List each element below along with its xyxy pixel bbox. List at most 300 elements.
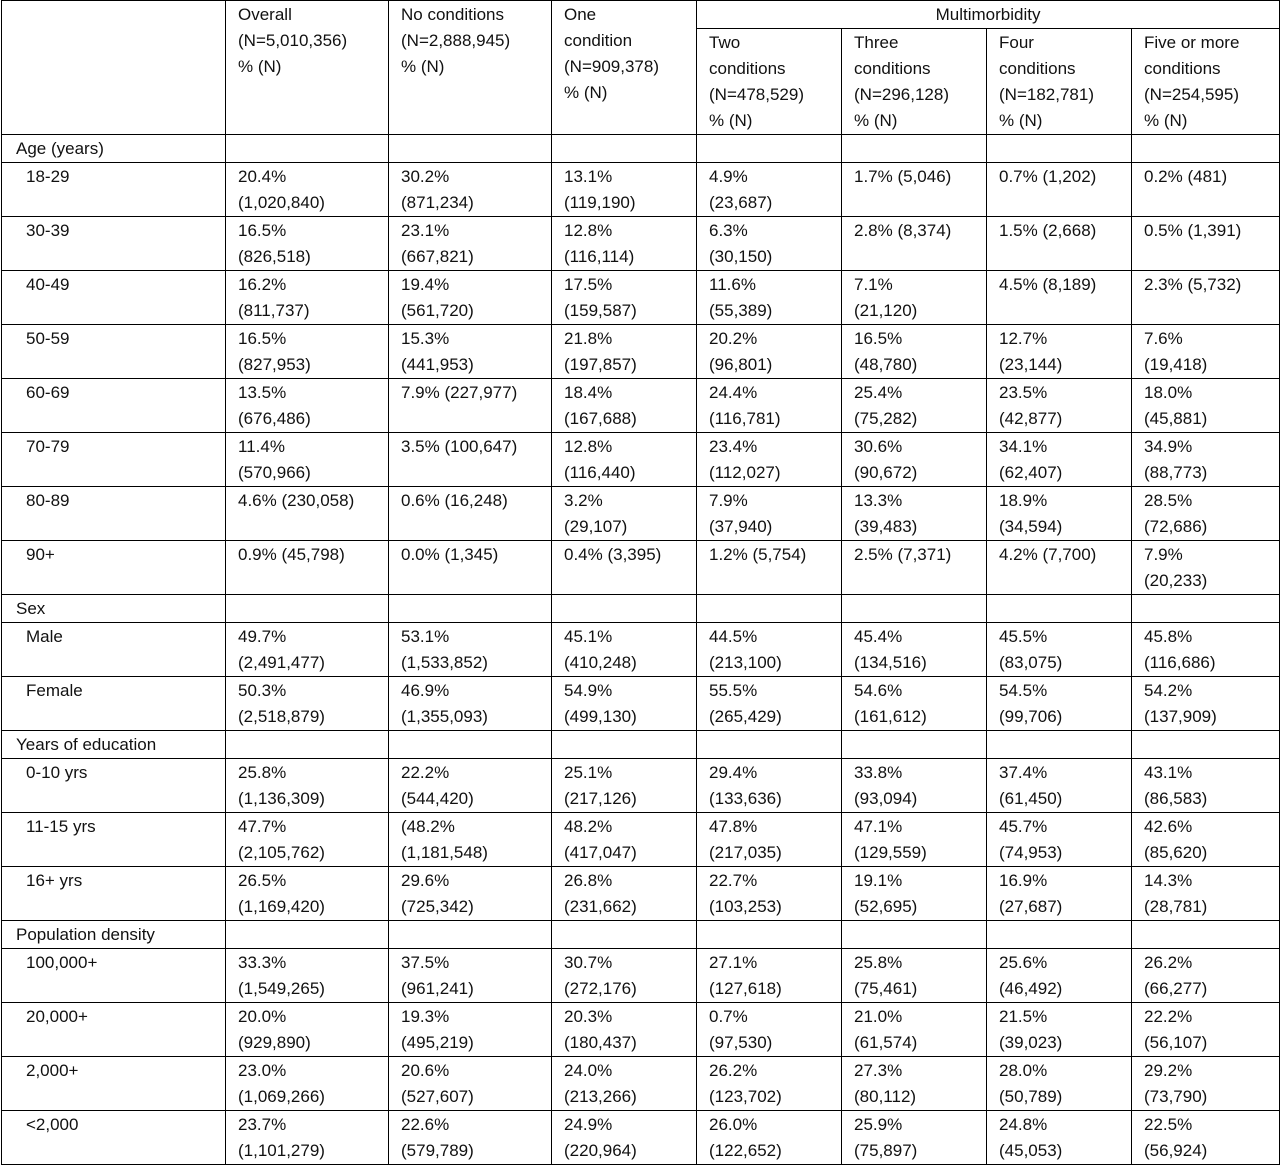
cell-line: 7.9% — [709, 491, 748, 510]
cell-one-condition — [552, 759, 697, 813]
cell-two-conditions — [697, 623, 842, 677]
cell-line: 19.4% — [401, 275, 450, 294]
empty-cell — [697, 135, 842, 163]
cell-line: % (N) — [854, 111, 898, 130]
cell-three-conditions — [842, 1003, 987, 1057]
cell-line: 7.9% — [1144, 545, 1183, 564]
cell-line: 0.4% (3,395) — [564, 545, 662, 564]
cell-line: (220,964) — [564, 1141, 637, 1160]
cell-no-conditions — [389, 677, 552, 731]
corner-cell — [2, 1, 226, 135]
cell-line: (34,594) — [999, 517, 1063, 536]
cell-line: conditions — [709, 59, 786, 78]
cell-no-conditions — [389, 541, 552, 595]
cell-four-conditions — [987, 759, 1132, 813]
cell-line: (N=2,888,945) — [401, 31, 511, 50]
cell-line: (2,105,762) — [238, 843, 325, 862]
cell-line: 26.2% — [1144, 953, 1193, 972]
cell-line: (2,491,477) — [238, 653, 325, 672]
table-row — [2, 1057, 1280, 1111]
col-header-five-or-more-conditions — [1132, 29, 1280, 135]
cell-overall — [226, 759, 389, 813]
cell-line: 0.9% (45,798) — [238, 545, 345, 564]
cell-line: (1,533,852) — [401, 653, 488, 672]
cell-overall — [226, 433, 389, 487]
cell-overall — [226, 541, 389, 595]
row-label: 2,000+ — [2, 1057, 226, 1111]
cell-two-conditions — [697, 1111, 842, 1165]
cell-line: Four — [999, 33, 1034, 52]
col-header-overall — [226, 1, 389, 135]
table-row — [2, 813, 1280, 867]
cell-two-conditions — [697, 1057, 842, 1111]
cell-line: 2.8% (8,374) — [854, 221, 952, 240]
cell-line: (46,492) — [999, 979, 1063, 998]
table-row — [2, 949, 1280, 1003]
cell-line: (21,120) — [854, 301, 918, 320]
cell-line: (217,035) — [709, 843, 782, 862]
cell-two-conditions — [697, 1003, 842, 1057]
cell-three-conditions — [842, 271, 987, 325]
cell-line: 28.0% — [999, 1061, 1048, 1080]
cell-line: 4.9% — [709, 167, 748, 186]
cell-line: 33.3% — [238, 953, 287, 972]
cell-line: (272,176) — [564, 979, 637, 998]
cell-three-conditions — [842, 623, 987, 677]
cell-line: (961,241) — [401, 979, 474, 998]
cell-overall — [226, 271, 389, 325]
cell-line: (56,924) — [1144, 1141, 1208, 1160]
cell-one-condition — [552, 1111, 697, 1165]
row-label: Male — [2, 623, 226, 677]
cell-line: % (N) — [238, 57, 282, 76]
cell-line: (129,559) — [854, 843, 927, 862]
cell-line: (56,107) — [1144, 1033, 1208, 1052]
cell-line: (410,248) — [564, 653, 637, 672]
cell-line: 1.5% (2,668) — [999, 221, 1097, 240]
cell-line: 0.0% (1,345) — [401, 545, 499, 564]
cell-line: 23.5% — [999, 383, 1048, 402]
row-label: 16+ yrs — [2, 867, 226, 921]
cell-one-condition — [552, 867, 697, 921]
cell-line: (231,662) — [564, 897, 637, 916]
cell-line: 0.5% (1,391) — [1144, 221, 1242, 240]
cell-line: 29.2% — [1144, 1061, 1193, 1080]
table-row — [2, 325, 1280, 379]
empty-cell — [389, 921, 552, 949]
cell-line: (159,587) — [564, 301, 637, 320]
cell-line: (527,607) — [401, 1087, 474, 1106]
row-label: 60-69 — [2, 379, 226, 433]
empty-cell — [987, 595, 1132, 623]
cell-line: 4.6% (230,058) — [238, 491, 355, 510]
cell-line: 18.0% — [1144, 383, 1193, 402]
cell-line: (N=182,781) — [999, 85, 1094, 104]
empty-cell — [697, 921, 842, 949]
cell-line: 25.4% — [854, 383, 903, 402]
cell-line: (29,107) — [564, 517, 628, 536]
cell-line: 22.5% — [1144, 1115, 1193, 1134]
cell-line: 22.2% — [401, 763, 450, 782]
cell-two-conditions — [697, 487, 842, 541]
cell-line: 25.8% — [854, 953, 903, 972]
cell-three-conditions — [842, 163, 987, 217]
row-label: Female — [2, 677, 226, 731]
col-header-three-conditions — [842, 29, 987, 135]
cell-five-or-more-conditions — [1132, 677, 1280, 731]
cell-four-conditions — [987, 379, 1132, 433]
cell-line: 16.5% — [238, 329, 287, 348]
cell-line: (929,890) — [238, 1033, 311, 1052]
cell-line: (86,583) — [1144, 789, 1208, 808]
cell-line: (19,418) — [1144, 355, 1208, 374]
row-label: <2,000 — [2, 1111, 226, 1165]
table-row — [2, 677, 1280, 731]
row-label: 20,000+ — [2, 1003, 226, 1057]
cell-line: 3.5% (100,647) — [401, 437, 518, 456]
empty-cell — [987, 135, 1132, 163]
cell-line: (123,702) — [709, 1087, 782, 1106]
cell-five-or-more-conditions — [1132, 271, 1280, 325]
cell-two-conditions — [697, 867, 842, 921]
cell-four-conditions — [987, 487, 1132, 541]
table-row — [2, 433, 1280, 487]
section-title: Sex — [2, 595, 226, 623]
cell-no-conditions — [389, 759, 552, 813]
cell-line: (N=478,529) — [709, 85, 804, 104]
cell-line: 24.0% — [564, 1061, 613, 1080]
cell-line: 37.5% — [401, 953, 450, 972]
cell-line: Five or more — [1144, 33, 1240, 52]
cell-line: (45,053) — [999, 1141, 1063, 1160]
empty-cell — [987, 731, 1132, 759]
cell-line: 24.9% — [564, 1115, 613, 1134]
cell-four-conditions — [987, 163, 1132, 217]
cell-one-condition — [552, 1003, 697, 1057]
cell-line: 16.5% — [238, 221, 287, 240]
cell-line: 25.8% — [238, 763, 287, 782]
cell-two-conditions — [697, 813, 842, 867]
cell-five-or-more-conditions — [1132, 433, 1280, 487]
cell-line: 28.5% — [1144, 491, 1193, 510]
row-label: 100,000+ — [2, 949, 226, 1003]
empty-cell — [552, 595, 697, 623]
cell-two-conditions — [697, 217, 842, 271]
empty-cell — [697, 595, 842, 623]
cell-line: 27.3% — [854, 1061, 903, 1080]
cell-line: (N=5,010,356) — [238, 31, 348, 50]
cell-line: 0.7% (1,202) — [999, 167, 1097, 186]
cell-line: (116,686) — [1144, 653, 1216, 672]
empty-cell — [842, 135, 987, 163]
cell-line: 20.2% — [709, 329, 758, 348]
row-label: 40-49 — [2, 271, 226, 325]
cell-two-conditions — [697, 677, 842, 731]
cell-two-conditions — [697, 949, 842, 1003]
cell-line: 49.7% — [238, 627, 287, 646]
cell-four-conditions — [987, 325, 1132, 379]
cell-line: (62,407) — [999, 463, 1063, 482]
cell-three-conditions — [842, 433, 987, 487]
cell-line: 12.7% — [999, 329, 1048, 348]
cell-line: (N=254,595) — [1144, 85, 1239, 104]
cell-no-conditions — [389, 325, 552, 379]
section-row — [2, 731, 1280, 759]
cell-line: (73,790) — [1144, 1087, 1208, 1106]
table-row — [2, 379, 1280, 433]
cell-one-condition — [552, 1057, 697, 1111]
cell-line: conditions — [854, 59, 931, 78]
cell-one-condition — [552, 541, 697, 595]
row-label: 0-10 yrs — [2, 759, 226, 813]
cell-line: (48,780) — [854, 355, 918, 374]
cell-line: 54.9% — [564, 681, 613, 700]
cell-line: (50,789) — [999, 1087, 1063, 1106]
cell-line: 30.7% — [564, 953, 613, 972]
cell-line: 44.5% — [709, 627, 758, 646]
table-body — [2, 135, 1280, 1165]
cell-line: 43.1% — [1144, 763, 1193, 782]
cell-line: 37.4% — [999, 763, 1048, 782]
empty-cell — [389, 595, 552, 623]
cell-overall — [226, 217, 389, 271]
cell-line: (1,355,093) — [401, 707, 488, 726]
row-label: 11-15 yrs — [2, 813, 226, 867]
table-row — [2, 217, 1280, 271]
cell-line: 0.6% (16,248) — [401, 491, 508, 510]
cell-line: (217,126) — [564, 789, 637, 808]
cell-line: 23.1% — [401, 221, 450, 240]
cell-two-conditions — [697, 163, 842, 217]
cell-four-conditions — [987, 217, 1132, 271]
cell-line: (676,486) — [238, 409, 311, 428]
cell-line: (112,027) — [709, 463, 781, 482]
cell-line: (39,483) — [854, 517, 918, 536]
table-row — [2, 163, 1280, 217]
cell-line: 18.4% — [564, 383, 613, 402]
cell-five-or-more-conditions — [1132, 623, 1280, 677]
empty-cell — [842, 595, 987, 623]
cell-line: (39,023) — [999, 1033, 1063, 1052]
cell-line: 2.3% (5,732) — [1144, 275, 1242, 294]
cell-no-conditions — [389, 1003, 552, 1057]
cell-line: (133,636) — [709, 789, 782, 808]
cell-no-conditions — [389, 1057, 552, 1111]
cell-line: 25.9% — [854, 1115, 903, 1134]
cell-overall — [226, 1003, 389, 1057]
cell-line: 11.6% — [709, 275, 756, 294]
cell-one-condition — [552, 487, 697, 541]
cell-five-or-more-conditions — [1132, 379, 1280, 433]
cell-overall — [226, 487, 389, 541]
cell-line: (167,688) — [564, 409, 637, 428]
cell-no-conditions — [389, 623, 552, 677]
cell-line: 1.2% (5,754) — [709, 545, 807, 564]
empty-cell — [226, 595, 389, 623]
cell-line: (83,075) — [999, 653, 1063, 672]
cell-line: 45.4% — [854, 627, 903, 646]
cell-four-conditions — [987, 433, 1132, 487]
cell-line: (1,101,279) — [238, 1141, 325, 1160]
cell-line: 34.9% — [1144, 437, 1193, 456]
cell-two-conditions — [697, 759, 842, 813]
cell-line: 30.6% — [854, 437, 903, 456]
empty-cell — [552, 135, 697, 163]
empty-cell — [697, 731, 842, 759]
cell-three-conditions — [842, 813, 987, 867]
cell-one-condition — [552, 379, 697, 433]
cell-one-condition — [552, 677, 697, 731]
cell-no-conditions — [389, 217, 552, 271]
row-label: 50-59 — [2, 325, 226, 379]
cell-one-condition — [552, 949, 697, 1003]
cell-line: No conditions — [401, 5, 505, 24]
cell-line: (N=296,128) — [854, 85, 949, 104]
cell-three-conditions — [842, 759, 987, 813]
cell-line: 26.0% — [709, 1115, 758, 1134]
cell-line: (871,234) — [401, 193, 474, 212]
cell-overall — [226, 623, 389, 677]
cell-line: 25.1% — [564, 763, 613, 782]
cell-four-conditions — [987, 1111, 1132, 1165]
cell-line: (544,420) — [401, 789, 474, 808]
cell-no-conditions — [389, 1111, 552, 1165]
cell-line: (75,282) — [854, 409, 918, 428]
cell-line: % (N) — [999, 111, 1043, 130]
cell-line: 4.2% (7,700) — [999, 545, 1097, 564]
cell-no-conditions — [389, 487, 552, 541]
cell-two-conditions — [697, 541, 842, 595]
cell-two-conditions — [697, 325, 842, 379]
cell-overall — [226, 325, 389, 379]
cell-three-conditions — [842, 1111, 987, 1165]
cell-one-condition — [552, 623, 697, 677]
empty-cell — [226, 731, 389, 759]
cell-line: 47.8% — [709, 817, 758, 836]
cell-line: 55.5% — [709, 681, 758, 700]
cell-line: 13.5% — [238, 383, 287, 402]
cell-line: 13.1% — [564, 167, 613, 186]
cell-line: (74,953) — [999, 843, 1063, 862]
cell-one-condition — [552, 433, 697, 487]
col-header-four-conditions — [987, 29, 1132, 135]
cell-line: 23.7% — [238, 1115, 287, 1134]
table-row — [2, 759, 1280, 813]
cell-line: 54.2% — [1144, 681, 1193, 700]
cell-four-conditions — [987, 1057, 1132, 1111]
cell-line: (122,652) — [709, 1141, 782, 1160]
section-row — [2, 921, 1280, 949]
cell-line: 54.6% — [854, 681, 903, 700]
cell-line: 26.5% — [238, 871, 287, 890]
cell-four-conditions — [987, 867, 1132, 921]
cell-five-or-more-conditions — [1132, 867, 1280, 921]
cell-five-or-more-conditions — [1132, 541, 1280, 595]
cell-one-condition — [552, 163, 697, 217]
cell-line: (52,695) — [854, 897, 918, 916]
cell-line: Overall — [238, 5, 292, 24]
cell-three-conditions — [842, 949, 987, 1003]
cell-line: 46.9% — [401, 681, 450, 700]
cell-line: 15.3% — [401, 329, 450, 348]
cell-line: 45.5% — [999, 627, 1048, 646]
table-row — [2, 623, 1280, 677]
cell-line: (570,966) — [238, 463, 311, 482]
cell-line: 45.1% — [564, 627, 613, 646]
cell-line: (725,342) — [401, 897, 474, 916]
cell-line: 6.3% — [709, 221, 748, 240]
cell-line: 16.5% — [854, 329, 903, 348]
cell-line: (75,897) — [854, 1141, 918, 1160]
cell-line: 48.2% — [564, 817, 613, 836]
row-label: 18-29 — [2, 163, 226, 217]
col-header-no-conditions — [389, 1, 552, 135]
section-title: Population density — [2, 921, 226, 949]
cell-line: (93,094) — [854, 789, 918, 808]
cell-line: % (N) — [1144, 111, 1188, 130]
cell-line: 0.7% — [709, 1007, 748, 1026]
col-group-multimorbidity: Multimorbidity — [697, 1, 1280, 29]
cell-line: (265,429) — [709, 707, 782, 726]
cell-one-condition — [552, 217, 697, 271]
cell-line: (1,136,309) — [238, 789, 325, 808]
cell-line: 21.5% — [999, 1007, 1048, 1026]
col-header-one-condition — [552, 1, 697, 135]
cell-five-or-more-conditions — [1132, 163, 1280, 217]
cell-line: 22.2% — [1144, 1007, 1193, 1026]
cell-no-conditions — [389, 271, 552, 325]
empty-cell — [389, 135, 552, 163]
cell-line: 29.4% — [709, 763, 758, 782]
cell-line: (2,518,879) — [238, 707, 325, 726]
cell-line: 14.3% — [1144, 871, 1193, 890]
cell-line: (61,450) — [999, 789, 1063, 808]
cell-three-conditions — [842, 379, 987, 433]
section-row — [2, 135, 1280, 163]
cell-line: (61,574) — [854, 1033, 918, 1052]
cell-line: 47.1% — [854, 817, 903, 836]
cell-line: 17.5% — [564, 275, 613, 294]
cell-line: (811,737) — [238, 301, 310, 320]
cell-line: 26.8% — [564, 871, 613, 890]
cell-three-conditions — [842, 217, 987, 271]
cell-line: Three — [854, 33, 899, 52]
cell-four-conditions — [987, 623, 1132, 677]
section-row — [2, 595, 1280, 623]
cell-line: 0.2% (481) — [1144, 167, 1228, 186]
cell-line: 33.8% — [854, 763, 903, 782]
cell-line: (88,773) — [1144, 463, 1208, 482]
cell-line: 20.3% — [564, 1007, 613, 1026]
cell-five-or-more-conditions — [1132, 949, 1280, 1003]
empty-cell — [842, 731, 987, 759]
cell-line: 16.9% — [999, 871, 1048, 890]
cell-line: (20,233) — [1144, 571, 1208, 590]
table-row — [2, 541, 1280, 595]
cell-line: 4.5% (8,189) — [999, 275, 1097, 294]
row-label: 80-89 — [2, 487, 226, 541]
cell-line: (441,953) — [401, 355, 474, 374]
cell-line: (66,277) — [1144, 979, 1208, 998]
empty-cell — [1132, 595, 1280, 623]
cell-line: (55,389) — [709, 301, 773, 320]
cell-line: % (N) — [401, 57, 445, 76]
cell-two-conditions — [697, 271, 842, 325]
row-label: 30-39 — [2, 217, 226, 271]
cell-line: 45.8% — [1144, 627, 1193, 646]
cell-line: 2.5% (7,371) — [854, 545, 952, 564]
cell-line: (667,821) — [401, 247, 474, 266]
